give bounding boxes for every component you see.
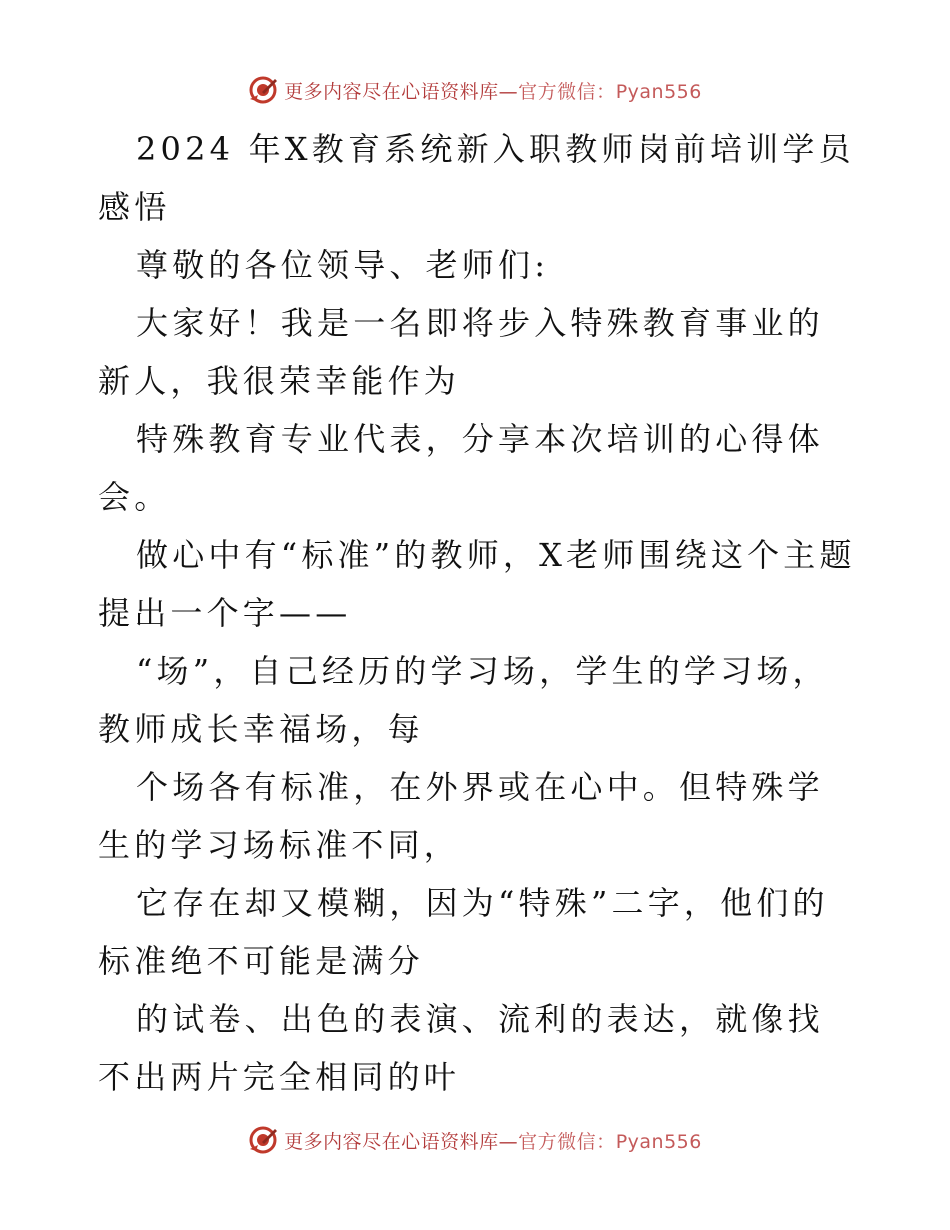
pen-circle-logo-icon: [248, 1125, 278, 1155]
paragraph: 大家好！我是一名即将步入特殊教育事业的新人，我很荣幸能作为: [98, 304, 824, 400]
paragraph: 尊敬的各位领导、老师们:: [136, 246, 550, 284]
banner-site-text: 更多内容尽在心语资料库—: [284, 1130, 519, 1153]
header-banner: [0, 70, 950, 110]
paragraph: 的试卷、出色的表演、流利的表达，就像找不出两片完全相同的叶: [98, 1000, 824, 1096]
document-body: [98, 120, 858, 1106]
banner-site-text: 更多内容尽在心语资料库—: [284, 80, 519, 103]
footer-banner: [0, 1120, 950, 1160]
document-title: 2024 年X教育系统新入职教师岗前培训学员感悟: [98, 130, 855, 226]
pen-circle-logo-icon: [248, 75, 278, 105]
banner-wechat-id: Pyan556: [615, 1130, 702, 1153]
paragraph: “场”，自己经历的学习场，学生的学习场，教师成长幸福场，每: [98, 652, 829, 748]
banner-text: [284, 1127, 702, 1154]
banner-wechat-id: Pyan556: [615, 80, 702, 103]
paragraph: 它存在却又模糊，因为“特殊”二字，他们的标准绝不可能是满分: [98, 884, 829, 980]
banner-text: [284, 77, 702, 104]
paragraph: 个场各有标准，在外界或在心中。但特殊学生的学习场标准不同，: [98, 768, 824, 864]
banner-wechat-label: 官方微信：: [518, 1130, 616, 1153]
banner-wechat-label: 官方微信：: [518, 80, 616, 103]
paragraph: 特殊教育专业代表，分享本次培训的心得体会。: [98, 420, 824, 516]
paragraph: 做心中有“标准”的教师，X老师围绕这个主题提出一个字——: [98, 536, 856, 632]
